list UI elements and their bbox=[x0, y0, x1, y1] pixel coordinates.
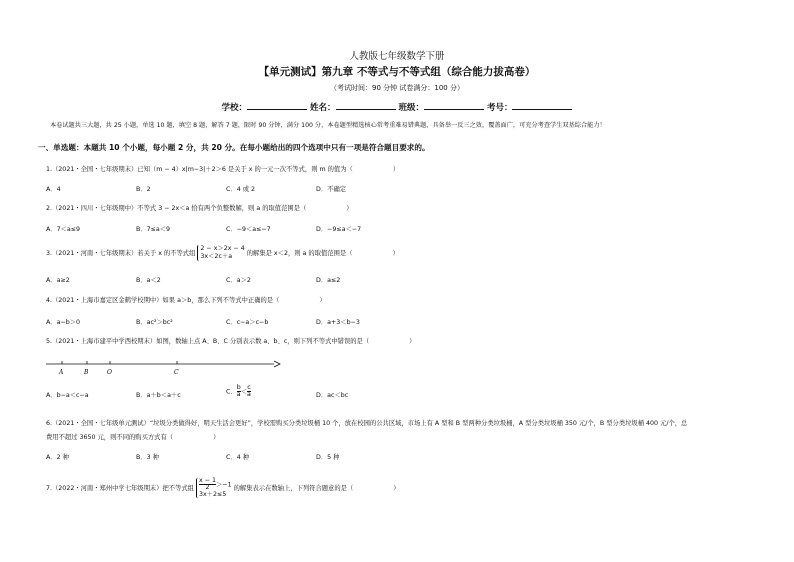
question-text: 4.（2021・上海市嘉定区金鹤学校期中）如果 a＞b，那么下列不等式中正确的是（ bbox=[46, 297, 280, 304]
id-blank[interactable] bbox=[512, 101, 572, 110]
question-text: 3.（2021・河南・七年级期末）若关于 x 的不等式组 bbox=[46, 250, 196, 257]
option-d[interactable]: D．a≤2 bbox=[316, 277, 341, 284]
frac-num: b bbox=[236, 384, 241, 391]
system-row-1: 2 − x＞2x − 4 bbox=[200, 245, 245, 252]
answer-paren: ） bbox=[213, 434, 220, 441]
question-1-stem bbox=[46, 164, 399, 173]
doc-title: 人教版七年级数学下册 bbox=[349, 51, 445, 62]
number-line-figure bbox=[44, 358, 284, 376]
frac-num: c bbox=[247, 384, 251, 391]
system-row-1 bbox=[199, 478, 232, 491]
question-text: 5.（2021・上海市建平中学西校期末）如图，数轴上点 A、B、C 分别表示数 a、b、c，则下列不等式中错误的是（ bbox=[46, 338, 370, 345]
point-label-a: A bbox=[59, 369, 64, 376]
question-text-tail: 的解集是 x＜2，则 a 的取值范围是（ bbox=[246, 250, 353, 257]
answer-paren: ） bbox=[346, 205, 353, 212]
question-text: 1.（2021・全国・七年级期末）已知（m − 4）x|m−3|＋2＞6 是关于 x 的一元一次不等式，则 m 的值为（ bbox=[46, 166, 353, 173]
option-b[interactable]: B．ac²＞bc² bbox=[136, 319, 173, 326]
question-7-stem bbox=[46, 478, 400, 498]
school-label: 学校： bbox=[221, 103, 248, 113]
option-b[interactable]: B．7≤a＜9 bbox=[136, 226, 171, 233]
option-c[interactable]: C．4 种 bbox=[226, 454, 249, 461]
answer-paren: ） bbox=[392, 250, 399, 257]
question-5-stem bbox=[46, 336, 415, 345]
option-d[interactable]: D．5 种 bbox=[316, 454, 340, 461]
option-a[interactable]: A．4 bbox=[46, 186, 61, 193]
option-d[interactable]: D．−9≤a＜−7 bbox=[316, 226, 362, 233]
option-a[interactable]: A．2 种 bbox=[46, 454, 69, 461]
question-text-tail: 的解集表示在数轴上，下列符合题意的是（ bbox=[233, 485, 354, 492]
number-line-arrow bbox=[274, 361, 280, 367]
id-label: 考号： bbox=[486, 103, 513, 113]
option-b[interactable]: B．a＋b＜a＋c bbox=[136, 392, 181, 399]
frac-den: 2 bbox=[205, 484, 210, 491]
answer-paren: ） bbox=[393, 485, 400, 492]
question-3-stem bbox=[46, 245, 399, 261]
option-a[interactable]: A．7＜a≤9 bbox=[46, 226, 81, 233]
answer-paren: ） bbox=[319, 297, 326, 304]
system-row-2: 3x＜2c＋a bbox=[200, 253, 233, 260]
option-c[interactable]: C．c−a＞c−b bbox=[226, 319, 269, 326]
name-label: 姓名： bbox=[310, 103, 336, 113]
option-c[interactable]: C． $\frac{b}{a}$ ＜ $\frac{c}{a}$ bbox=[226, 384, 251, 398]
intro-text: 本卷试题共三大题，共 25 小题，单选 10 题，填空 8 题，解答 7 题，限时 90 分钟，满分 100 分，本卷题型精选核心常考重难易错典题，具备举一反三之效，覆盖面广，可充分考查学生双基综合能力！ bbox=[50, 122, 606, 129]
point-label-c: C bbox=[174, 369, 179, 376]
question-text: 费用不超过 3650 元，则不同的购买方式有（ bbox=[46, 434, 174, 441]
frac-den: a bbox=[236, 391, 241, 398]
point-label-o: O bbox=[107, 369, 112, 376]
point-label-b: B bbox=[84, 369, 89, 376]
school-blank[interactable] bbox=[247, 101, 307, 110]
frac-num: x − 1 bbox=[198, 477, 216, 484]
exam-info: （考试时间：90 分钟 试卷满分：100 分） bbox=[330, 84, 464, 92]
name-blank[interactable] bbox=[336, 101, 396, 110]
option-b[interactable]: B．2 bbox=[136, 186, 151, 193]
option-c[interactable]: C．a＞2 bbox=[226, 277, 251, 284]
system-row-1-rest: ＞−1 bbox=[216, 481, 232, 489]
question-text: 7.（2022・河南・郑州中学七年级期末）把不等式组 bbox=[46, 485, 194, 492]
option-a[interactable]: A．b−a＜c−a bbox=[46, 392, 89, 399]
inequality-system bbox=[197, 245, 244, 261]
option-d[interactable]: D．ac＜bc bbox=[316, 392, 349, 399]
option-b[interactable]: B．3 种 bbox=[136, 454, 159, 461]
frac-den: a bbox=[247, 391, 251, 398]
question-2-stem bbox=[46, 203, 353, 212]
option-a[interactable]: A．a≥2 bbox=[46, 277, 70, 284]
inequality-system bbox=[196, 478, 232, 498]
doc-subtitle: 【单元测试】第九章 不等式与不等式组（综合能力拔高卷） bbox=[258, 66, 536, 78]
option-d[interactable]: D．a+3＜b−3 bbox=[316, 319, 360, 326]
question-text: 2.（2021・四川・七年级期中）不等式 3 − 2x＜a 恰有两个负整数解，则 a 的取值范围是（ bbox=[46, 205, 307, 212]
option-c-label: C． bbox=[226, 388, 237, 396]
system-row-2: 3x＋2≤5 bbox=[198, 491, 227, 498]
class-blank[interactable] bbox=[424, 101, 484, 110]
question-text: 6.（2021・全国・七年级单元测试）“垃圾分类做得好，明天生活会更好”，学校需购买分类垃圾桶 10 个，放在校园的公共区域，市场上有 A 型和 B 型两种分类垃圾桶，A 型分类垃圾桶 350 元/个，B 型分类垃圾桶 400 元/个，总 bbox=[46, 420, 688, 427]
option-d[interactable]: D．不确定 bbox=[316, 186, 347, 193]
option-c[interactable]: C．−9＜a≤−7 bbox=[226, 226, 271, 233]
answer-paren: ） bbox=[409, 338, 416, 345]
answer-paren: ） bbox=[392, 166, 400, 173]
fraction bbox=[199, 478, 216, 491]
student-info-line bbox=[0, 101, 794, 113]
question-6-stem bbox=[46, 418, 687, 427]
option-a[interactable]: A．a−b＞0 bbox=[46, 319, 81, 326]
class-label: 班级： bbox=[398, 103, 424, 113]
section-heading: 一、单选题：本题共 10 个小题，每小题 2 分，共 20 分。在每小题给出的四个选项中只有一项是符合题目要求的。 bbox=[38, 143, 430, 152]
question-4-stem bbox=[46, 295, 326, 304]
fraction-b-over-a bbox=[237, 385, 241, 398]
fraction-c-over-a bbox=[247, 385, 251, 398]
option-c[interactable]: C．4 或 2 bbox=[226, 186, 256, 193]
option-b[interactable]: B．a＜2 bbox=[136, 277, 161, 284]
question-6-stem-line2 bbox=[46, 432, 219, 441]
